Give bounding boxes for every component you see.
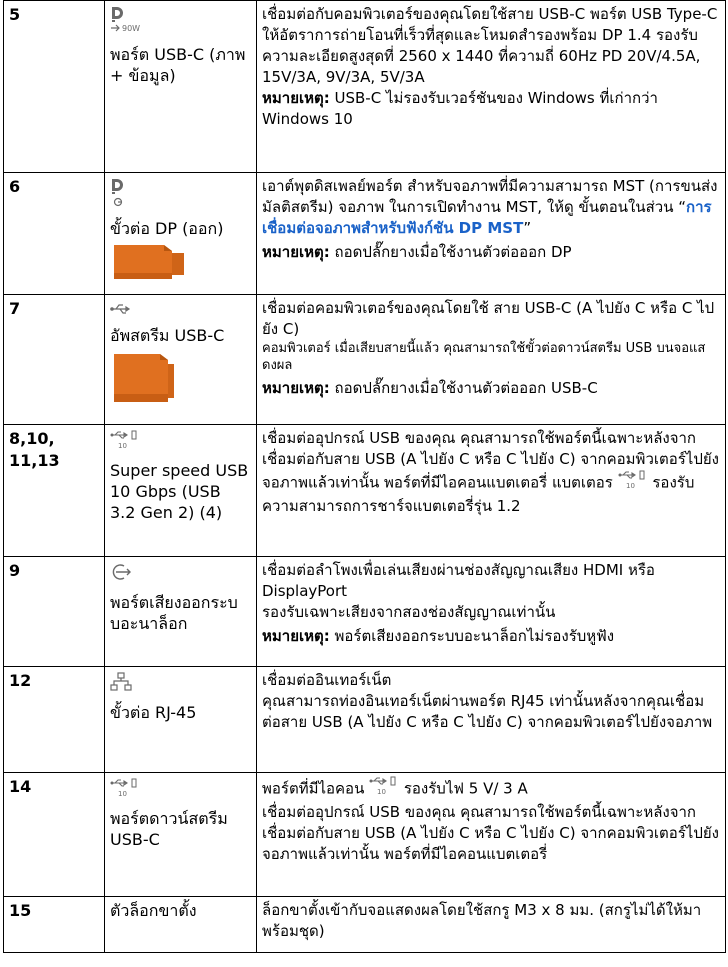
- port-number: 5: [4, 1, 105, 173]
- port-number: 15: [4, 897, 105, 953]
- port-table: [3, 0, 726, 953]
- usb-10-battery-icon: [110, 778, 251, 804]
- port-description: เชื่อมต่ออุปกรณ์ USB ของคุณ คุณสามารถใช้พอร์ตนี้เฉพาะหลังจากเชื่อมต่อกับสาย USB (A ไปยัง C หรือ C ไปยัง C) จากคอมพิวเตอร์ไปยังจอภาพแล้วเท่านั้น พอร์ตที่มีไอคอนแบตเตอรี่ แบตเตอร 10 รองรับความสามารถการชาร์จแบตเตอรี่รุ่น 1.2: [257, 425, 726, 557]
- port-description: เชื่อมต่ออินเทอร์เน็ต คุณสามารถท่องอินเทอร์เน็ตผ่านพอร์ต RJ45 เท่านั้นหลังจากคุณเชื่อมต่อสาย USB (A ไปยัง C หรือ C ไปยัง C) จากคอมพิวเตอร์ไปยังจอภาพ: [257, 667, 726, 773]
- port-name: พอร์ต USB-C (ภาพ + ข้อมูล): [110, 45, 246, 85]
- port-name: อัพสตรีม USB-C: [110, 326, 225, 345]
- table-row: [4, 1, 726, 173]
- usb-10-battery-icon: [618, 470, 648, 496]
- port-name: ขั้วต่อ RJ-45: [110, 703, 197, 722]
- svg-text:10: 10: [625, 482, 635, 490]
- table-row: [4, 173, 726, 295]
- port-number: 6: [4, 173, 105, 295]
- table-row: [4, 897, 726, 953]
- port-name: ตัวล็อกขาตั้ง: [110, 901, 197, 920]
- network-icon: [110, 672, 251, 698]
- rubber-plug-image: [110, 243, 251, 289]
- table-row: [4, 773, 726, 897]
- svg-text:10: 10: [118, 790, 127, 798]
- port-description: พอร์ตที่มีไอคอน 10 รองรับไฟ 5 V/ 3 A เชื่อมต่ออุปกรณ์ USB ของคุณ คุณสามารถใช้พอร์ตนี้เฉพาะหลังจากเชื่อมต่อกับสาย USB (A ไปยัง C หรือ C ไปยัง C) จากคอมพิวเตอร์ไปยังจอภาพแล้วเท่านั้น พอร์ตที่มีไอคอนแบตเตอรี่: [257, 773, 726, 897]
- usb-10-battery-icon: [369, 776, 399, 802]
- note-label: หมายเหตุ:: [262, 243, 330, 261]
- rubber-plug-image: [110, 350, 251, 414]
- port-name: ขั้วต่อ DP (ออก): [110, 219, 224, 238]
- port-description: ล็อกขาตั้งเข้ากับจอแสดงผลโดยใช้สกรู M3 x 8 มม. (สกรูไม่ได้ให้มาพร้อมชุด): [257, 897, 726, 953]
- port-number: 12: [4, 667, 105, 773]
- port-description: เชื่อมต่อลำโพงเพื่อเล่นเสียงผ่านช่องสัญญาณเสียง HDMI หรือ DisplayPort รองรับเฉพาะเสียงจากสองช่องสัญญาณเท่านั้น หมายเหตุ: พอร์ตเสียงออกระบบอะนาล็อกไม่รองรับหูฟัง: [257, 557, 726, 667]
- port-number: 7: [4, 295, 105, 425]
- port-number: 8,10, 11,13: [4, 425, 105, 557]
- table-row: [4, 295, 726, 425]
- note-label: หมายเหตุ:: [262, 89, 330, 107]
- port-name: พอร์ตดาวน์สตรีม USB-C: [110, 809, 228, 849]
- note-label: หมายเหตุ:: [262, 627, 330, 645]
- audio-out-icon: [110, 562, 251, 588]
- displayport-out-icon: [110, 178, 251, 214]
- table-row: [4, 425, 726, 557]
- svg-text:10: 10: [377, 788, 387, 796]
- usb-icon: [110, 300, 251, 321]
- svg-text:10: 10: [118, 442, 127, 450]
- svg-text:90W: 90W: [122, 24, 141, 33]
- port-number: 14: [4, 773, 105, 897]
- displayport-usbc-90w-icon: [110, 6, 251, 40]
- port-name: พอร์ตเสียงออกระบบอะนาล็อก: [110, 593, 238, 633]
- note-label: หมายเหตุ:: [262, 379, 330, 397]
- table-row: [4, 667, 726, 773]
- port-number: 9: [4, 557, 105, 667]
- dp-mst-link[interactable]: การเชื่อมต่อจอภาพสำหรับฟังก์ชัน DP MST: [262, 198, 712, 237]
- usb-10-battery-icon: [110, 430, 251, 456]
- table-row: [4, 557, 726, 667]
- port-description: เชื่อมต่อกับคอมพิวเตอร์ของคุณโดยใช้สาย USB-C พอร์ต USB Type-C ให้อัตราการถ่ายโอนที่เร็วที่สุดและโหมดสำรองพร้อม DP 1.4 รองรับความละเอียดสูงสุดที่ 2560 x 1440 ที่ความถี่ 60Hz PD 20V/4.5A, 15V/3A, 9V/3A, 5V/3A หมายเหตุ: USB-C ไม่รองรับเวอร์ชันของ Windows ที่เก่ากว่า Windows 10: [257, 1, 726, 173]
- port-description: เชื่อมต่อคอมพิวเตอร์ของคุณโดยใช้ สาย USB-C (A ไปยัง C หรือ C ไปยัง C) คอมพิวเตอร์ เมื่อเสียบสายนี้แล้ว คุณสามารถใช้ขั้วต่อดาวน์สตรีม USB บนจอแสดงผล หมายเหตุ: ถอดปลั๊กยางเมื่อใช้งานตัวต่อออก USB-C: [257, 295, 726, 425]
- port-name: Super speed USB 10 Gbps (USB 3.2 Gen 2) (4): [110, 461, 249, 522]
- port-description: เอาต์พุตดิสเพลย์พอร์ต สำหรับจอภาพที่มีความสามารถ MST (การขนส่งมัลติสตรีม) จอภาพ ในการเปิดทำงาน MST, ให้ดู ขั้นตอนในส่วน “การเชื่อมต่อจอภาพสำหรับฟังก์ชัน DP MST” หมายเหตุ: ถอดปลั๊กยางเมื่อใช้งานตัวต่อออก DP: [257, 173, 726, 295]
